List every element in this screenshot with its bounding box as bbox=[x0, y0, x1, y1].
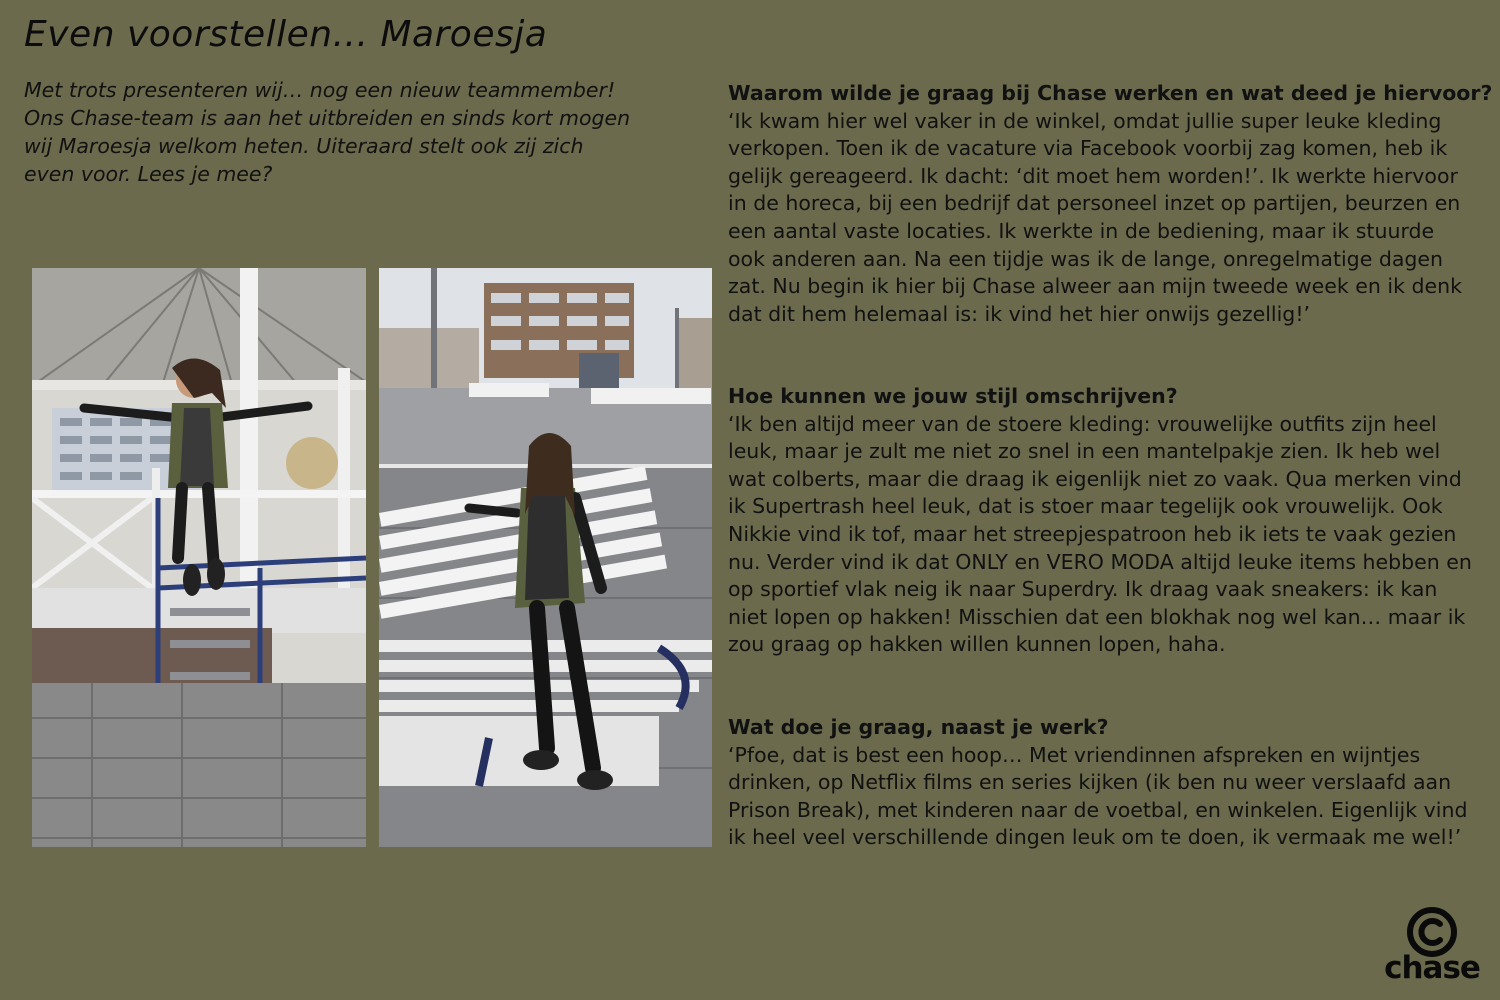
answer-line: zou graag op hakken willen kunnen lopen, haha. bbox=[728, 632, 1226, 657]
photo-bench-graphic bbox=[379, 268, 712, 847]
answer-line: Prison Break), met kinderen naar de voetbal, en winkelen. Eigenlijk vind bbox=[728, 797, 1468, 822]
intro-line: wij Maroesja welkom heten. Uiteraard stelt ook zij zich bbox=[24, 134, 584, 158]
answer-line: op sportief vlak neig ik naar Superdry. Ik draag vaak sneakers: ik kan bbox=[728, 577, 1438, 602]
answer-line: ook anderen aan. Na een tijdje was ik de lange, onregelmatige dagen bbox=[728, 246, 1444, 271]
photo-jumping-pavilion-graphic bbox=[32, 268, 366, 847]
intro-paragraph bbox=[24, 76, 664, 188]
answer-line: drinken, op Netflix films en series kijken (ik ben nu weer verslaafd aan bbox=[728, 770, 1452, 795]
logo-wordmark: chase bbox=[1384, 950, 1480, 986]
answer-line: gelijk gereageerd. Ik dacht: ‘dit moet hem worden!’. Ik werkte hiervoor bbox=[728, 163, 1458, 188]
intro-line: Ons Chase-team is aan het uitbreiden en sinds kort mogen bbox=[24, 106, 631, 130]
answer-line: leuk, maar je zult me niet zo snel in een mantelpakje zien. Ik heb wel bbox=[728, 439, 1441, 464]
answer-line: ik Supertrash heel leuk, dat is stoer maar tegelijk ook vrouwelijk. Ook bbox=[728, 494, 1443, 519]
interview-block-2 bbox=[728, 383, 1488, 659]
answer-line: ik heel veel verschillende dingen leuk om te doen, ik vermaak me wel!’ bbox=[728, 825, 1462, 850]
answer-line: nu. Verder vind ik dat ONLY en VERO MODA altijd leuke items hebben en bbox=[728, 549, 1472, 574]
answer-line: zat. Nu begin ik hier bij Chase alweer aan mijn tweede week en ik denk bbox=[728, 274, 1462, 299]
chase-logo bbox=[1380, 906, 1484, 990]
intro-line: even voor. Lees je mee? bbox=[24, 162, 273, 186]
photo-bench bbox=[379, 268, 712, 847]
answer-line: wat colberts, maar die draag ik eigenlijk niet zo vaak. Qua merken vind bbox=[728, 466, 1462, 491]
answer-line: dat dit hem helemaal is: ik vind het hier onwijs gezellig!’ bbox=[728, 301, 1311, 326]
photo-jumping-pavilion bbox=[32, 268, 366, 847]
answer-line: een aantal vaste locaties. Ik werkte in de bediening, maar ik stuurde bbox=[728, 218, 1435, 243]
intro-line: Met trots presenteren wij… nog een nieuw teammember! bbox=[24, 78, 616, 102]
answer-line: ‘Ik ben altijd meer van de stoere kleding: vrouwelijke outfits zijn heel bbox=[728, 411, 1437, 436]
answer-line: niet lopen op hakken! Misschien dat een blokhak nog wel kan… maar ik bbox=[728, 604, 1466, 629]
answer-line: verkopen. Toen ik de vacature via Facebook voorbij zag komen, heb ik bbox=[728, 136, 1448, 161]
answer-line: ‘Pfoe, dat is best een hoop… Met vriendinnen afspreken en wijntjes bbox=[728, 742, 1421, 767]
answer-line: Nikkie vind ik tof, maar het streepjespatroon heb ik iets te vaak gezien bbox=[728, 521, 1457, 546]
question-heading: Wat doe je graag, naast je werk? bbox=[728, 715, 1109, 739]
interview-block-3 bbox=[728, 714, 1488, 852]
question-heading: Waarom wilde je graag bij Chase werken en wat deed je hiervoor? bbox=[728, 81, 1493, 105]
answer-line: ‘Ik kwam hier wel vaker in de winkel, omdat jullie super leuke kleding bbox=[728, 108, 1442, 133]
interview-block-1 bbox=[728, 80, 1493, 328]
answer-line: in de horeca, bij een bedrijf dat personeel inzet op partijen, beurzen en bbox=[728, 191, 1461, 216]
question-heading: Hoe kunnen we jouw stijl omschrijven? bbox=[728, 384, 1178, 408]
page-title: Even voorstellen... Maroesja bbox=[24, 14, 548, 55]
